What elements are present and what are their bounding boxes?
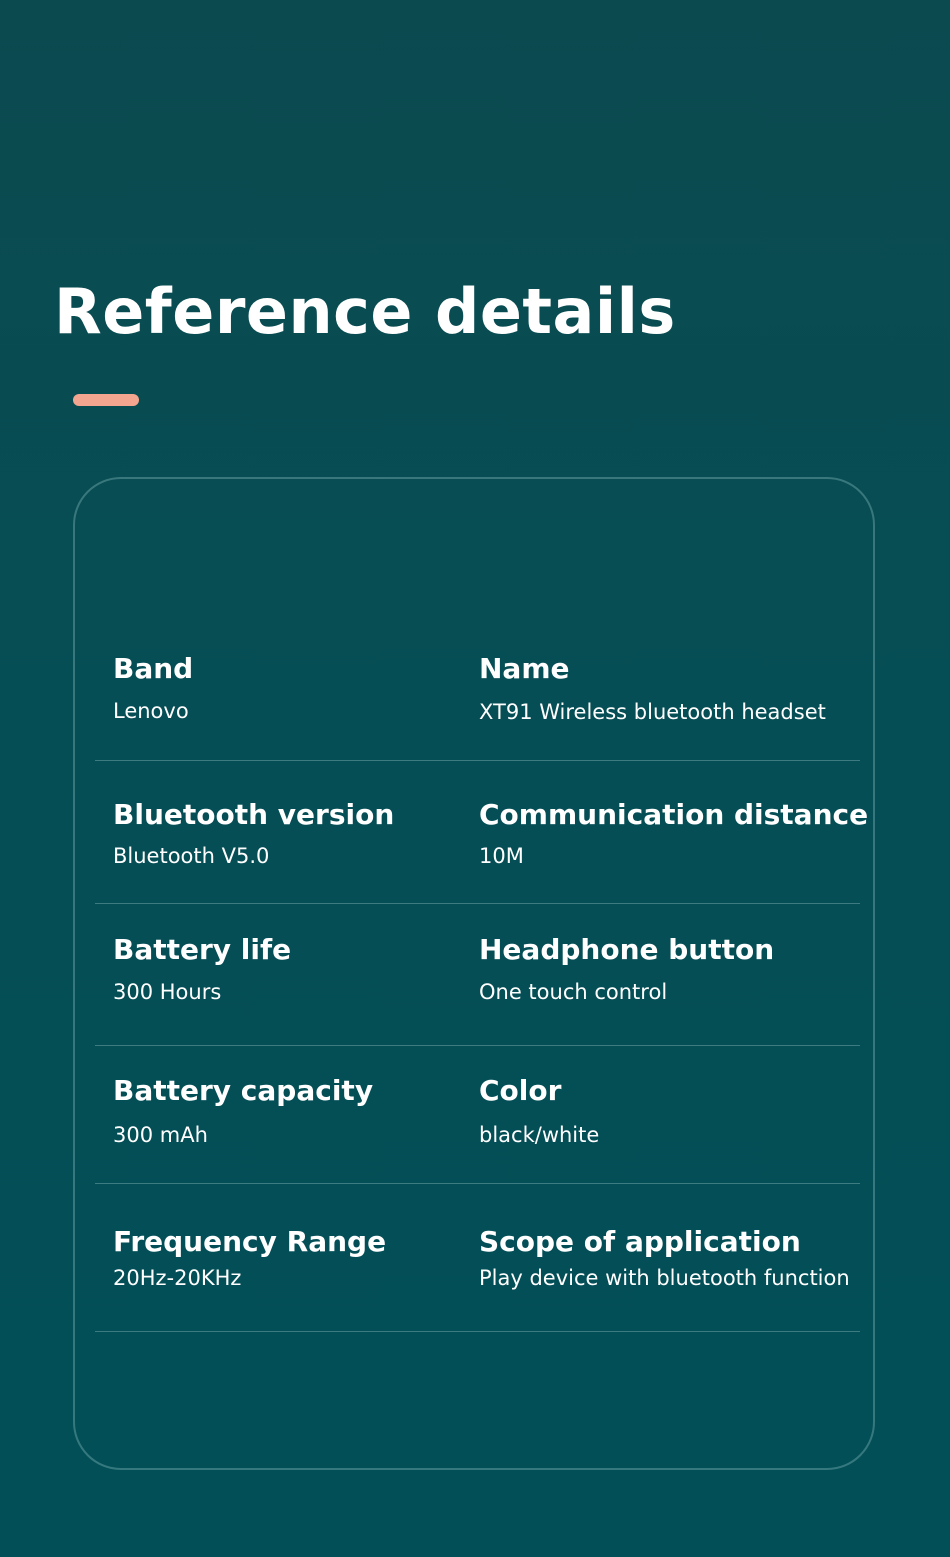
spec-value: Bluetooth V5.0 — [113, 844, 270, 868]
spec-label: Color — [479, 1074, 562, 1107]
spec-value: Lenovo — [113, 699, 189, 723]
spec-value: Play device with bluetooth function — [479, 1266, 850, 1290]
spec-label: Name — [479, 652, 570, 685]
spec-label: Communication distance — [479, 798, 869, 831]
page-title: Reference details — [54, 275, 676, 348]
spec-row — [95, 1224, 860, 1332]
spec-label: Battery capacity — [113, 1074, 374, 1107]
spec-label: Headphone button — [479, 933, 775, 966]
spec-label: Frequency Range — [113, 1225, 387, 1258]
spec-label: Bluetooth version — [113, 798, 395, 831]
spec-value: 10M — [479, 844, 524, 868]
spec-value: 300 mAh — [113, 1123, 208, 1147]
spec-value: One touch control — [479, 980, 668, 1004]
row-divider — [95, 1045, 860, 1046]
row-divider — [95, 1331, 860, 1332]
spec-value: 20Hz-20KHz — [113, 1266, 242, 1290]
row-divider — [95, 760, 860, 761]
spec-value: black/white — [479, 1123, 600, 1147]
spec-value: XT91 Wireless bluetooth headset — [479, 700, 826, 724]
spec-row — [95, 932, 860, 1046]
spec-label: Scope of application — [479, 1225, 801, 1258]
row-divider — [95, 1183, 860, 1184]
spec-label: Band — [113, 652, 194, 685]
spec-row — [95, 651, 860, 761]
row-divider — [95, 903, 860, 904]
spec-card — [73, 477, 875, 1470]
spec-row — [95, 797, 869, 904]
spec-value: 300 Hours — [113, 980, 222, 1004]
spec-row — [95, 1073, 860, 1184]
title-accent-bar — [73, 394, 139, 406]
spec-label: Battery life — [113, 933, 292, 966]
